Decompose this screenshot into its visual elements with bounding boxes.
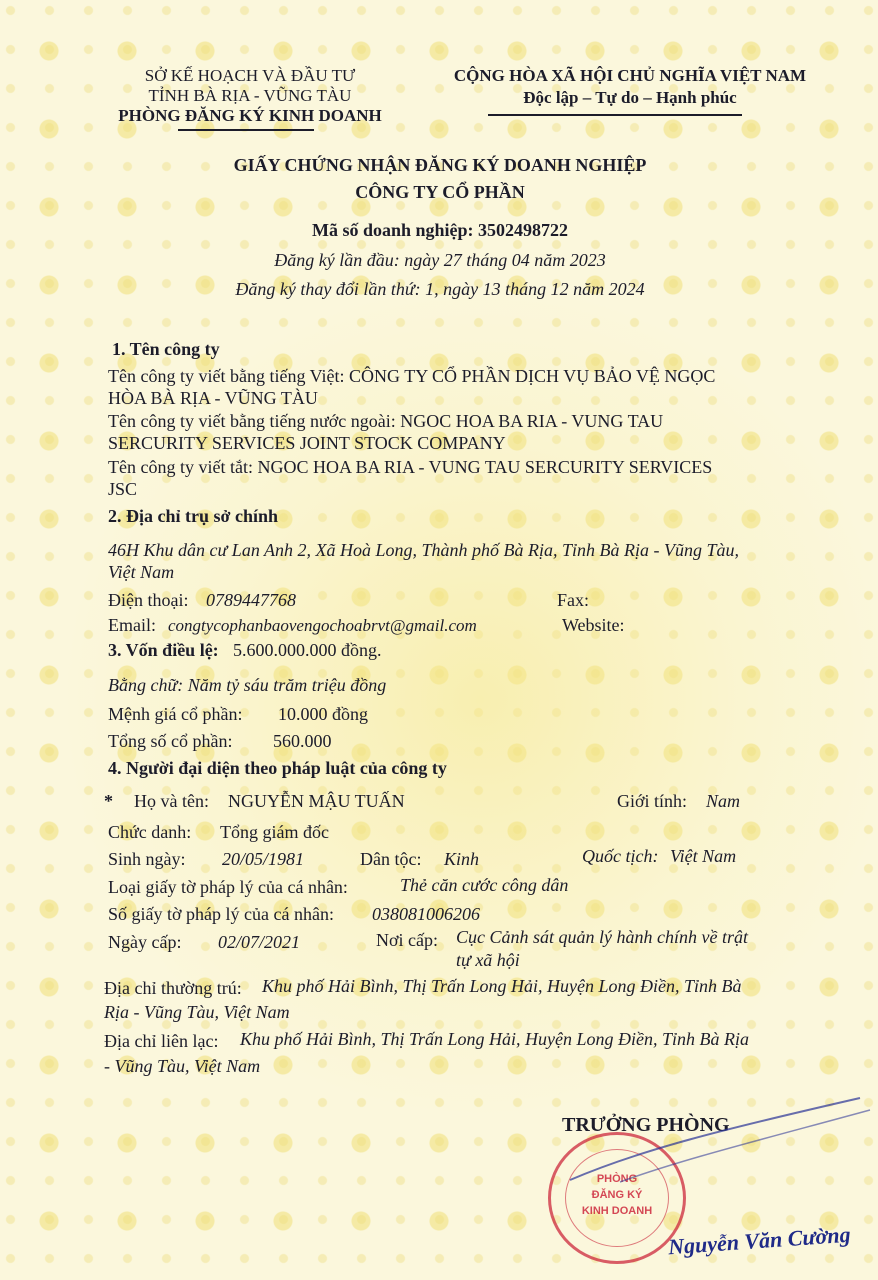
email-label: Email: xyxy=(108,615,156,635)
permanent-address: Khu phố Hải Bình, Thị Trấn Long Hải, Huyện Long Điền, Tỉnh Bà xyxy=(262,976,742,996)
website-label: Website: xyxy=(562,615,625,635)
head-office-address-cont: Việt Nam xyxy=(108,562,175,582)
bullet-mark: * xyxy=(104,791,113,811)
head-office-address: 46H Khu dân cư Lan Anh 2, Xã Hoà Long, Thành phố Bà Rịa, Tỉnh Bà Rịa - Vũng Tàu, xyxy=(108,540,740,560)
id-type-label: Loại giấy tờ pháp lý của cá nhân: xyxy=(108,877,348,897)
enterprise-code: Mã số doanh nghiệp: 3502498722 xyxy=(311,220,569,240)
company-type: CÔNG TY CỔ PHẦN xyxy=(355,182,525,202)
stamp-text-line2: ĐĂNG KÝ xyxy=(591,1189,643,1201)
stamp-text-line1: PHÒNG xyxy=(596,1173,638,1185)
section-3-heading: 3. Vốn điều lệ: xyxy=(108,640,219,660)
position-value: Tổng giám đốc xyxy=(220,822,329,842)
full-name: NGUYỄN MẬU TUẤN xyxy=(228,791,405,811)
issue-place-value-cont: tự xã hội xyxy=(456,950,520,970)
email-value: congtycophanbaovengochoabrvt@gmail.com xyxy=(168,616,477,635)
header-right-underline xyxy=(488,114,742,116)
par-value-label: Mệnh giá cổ phần: xyxy=(108,704,243,724)
id-number-label: Số giấy tờ pháp lý của cá nhân: xyxy=(108,904,334,924)
permanent-address-cont: Rịa - Vũng Tàu, Việt Nam xyxy=(104,1002,290,1022)
signature-stroke-icon xyxy=(560,1090,878,1190)
contact-address-cont: - Vũng Tàu, Việt Nam xyxy=(104,1056,261,1076)
issue-date-value: 02/07/2021 xyxy=(218,932,301,952)
position-label: Chức danh: xyxy=(108,822,192,842)
issuer-province: TỈNH BÀ RỊA - VŨNG TÀU xyxy=(148,86,352,105)
signer-name: Nguyễn Văn Cường xyxy=(667,1221,852,1260)
country-name: CỘNG HÒA XÃ HỘI CHỦ NGHĨA VIỆT NAM xyxy=(453,66,807,85)
company-name-vn: Tên công ty viết bằng tiếng Việt: CÔNG TY CỔ PHẦN DỊCH VỤ BẢO VỆ NGỌC xyxy=(108,366,716,386)
issuer-office: PHÒNG ĐĂNG KÝ KINH DOANH xyxy=(118,106,382,125)
dob-value: 20/05/1981 xyxy=(222,849,305,869)
contact-address: Khu phố Hải Bình, Thị Trấn Long Hải, Huyện Long Điền, Tỉnh Bà Rịa xyxy=(240,1029,750,1049)
national-motto: Độc lập – Tự do – Hạnh phúc xyxy=(523,88,737,107)
header-left-underline xyxy=(178,129,314,131)
fax-label: Fax: xyxy=(557,590,590,610)
gender: Nam xyxy=(706,791,741,811)
change-registration: Đăng ký thay đổi lần thứ: 1, ngày 13 tháng 12 năm 2024 xyxy=(235,279,645,299)
nationality-label: Quốc tịch: xyxy=(582,846,659,866)
section-1-heading: 1. Tên công ty xyxy=(112,339,220,359)
permanent-address-label: Địa chỉ thường trú: xyxy=(104,978,242,998)
total-shares-label: Tổng số cổ phần: xyxy=(108,731,233,751)
issuer-department: SỞ KẾ HOẠCH VÀ ĐẦU TƯ xyxy=(144,66,356,85)
company-name-short-cont: JSC xyxy=(108,479,138,499)
id-number-value: 038081006206 xyxy=(372,904,480,924)
first-registration: Đăng ký lần đầu: ngày 27 tháng 04 năm 2023 xyxy=(274,250,606,270)
company-name-short: Tên công ty viết tắt: NGOC HOA BA RIA - VUNG TAU SERCURITY SERVICES xyxy=(108,457,713,477)
issue-place-value: Cục Cảnh sát quản lý hành chính về trật xyxy=(456,927,748,947)
contact-address-label: Địa chỉ liên lạc: xyxy=(104,1031,219,1051)
company-name-vn-cont: HÒA BÀ RỊA - VŨNG TÀU xyxy=(108,388,318,408)
issue-place-label: Nơi cấp: xyxy=(376,930,438,950)
full-name-label: Họ và tên: xyxy=(134,791,209,811)
dob-label: Sinh ngày: xyxy=(108,849,186,869)
charter-capital: 5.600.000.000 đồng. xyxy=(233,640,382,660)
company-name-foreign: Tên công ty viết bằng tiếng nước ngoài: NGOC HOA BA RIA - VUNG TAU xyxy=(108,411,664,431)
id-type-value: Thẻ căn cước công dân xyxy=(400,875,569,895)
section-4-heading: 4. Người đại diện theo pháp luật của công ty xyxy=(108,758,447,778)
company-name-foreign-cont: SERCURITY SERVICES JOINT STOCK COMPANY xyxy=(108,433,506,453)
stamp-text-line3: KINH DOANH xyxy=(581,1205,653,1217)
signatory-title: TRƯỞNG PHÒNG xyxy=(562,1114,730,1136)
ethnicity-label: Dân tộc: xyxy=(360,849,422,869)
ethnicity-value: Kinh xyxy=(444,849,480,869)
capital-in-words: Bằng chữ: Năm tỷ sáu trăm triệu đồng xyxy=(108,675,387,695)
par-value: 10.000 đồng xyxy=(278,704,368,724)
phone-label: Điện thoại: xyxy=(108,590,189,610)
nationality-value: Việt Nam xyxy=(670,846,737,866)
section-2-heading: 2. Địa chỉ trụ sở chính xyxy=(108,506,278,526)
total-shares: 560.000 xyxy=(273,731,332,751)
issue-date-label: Ngày cấp: xyxy=(108,932,182,952)
phone-value: 0789447768 xyxy=(206,590,296,610)
gender-label: Giới tính: xyxy=(617,791,688,811)
document-title: GIẤY CHỨNG NHẬN ĐĂNG KÝ DOANH NGHIỆP xyxy=(233,155,647,175)
